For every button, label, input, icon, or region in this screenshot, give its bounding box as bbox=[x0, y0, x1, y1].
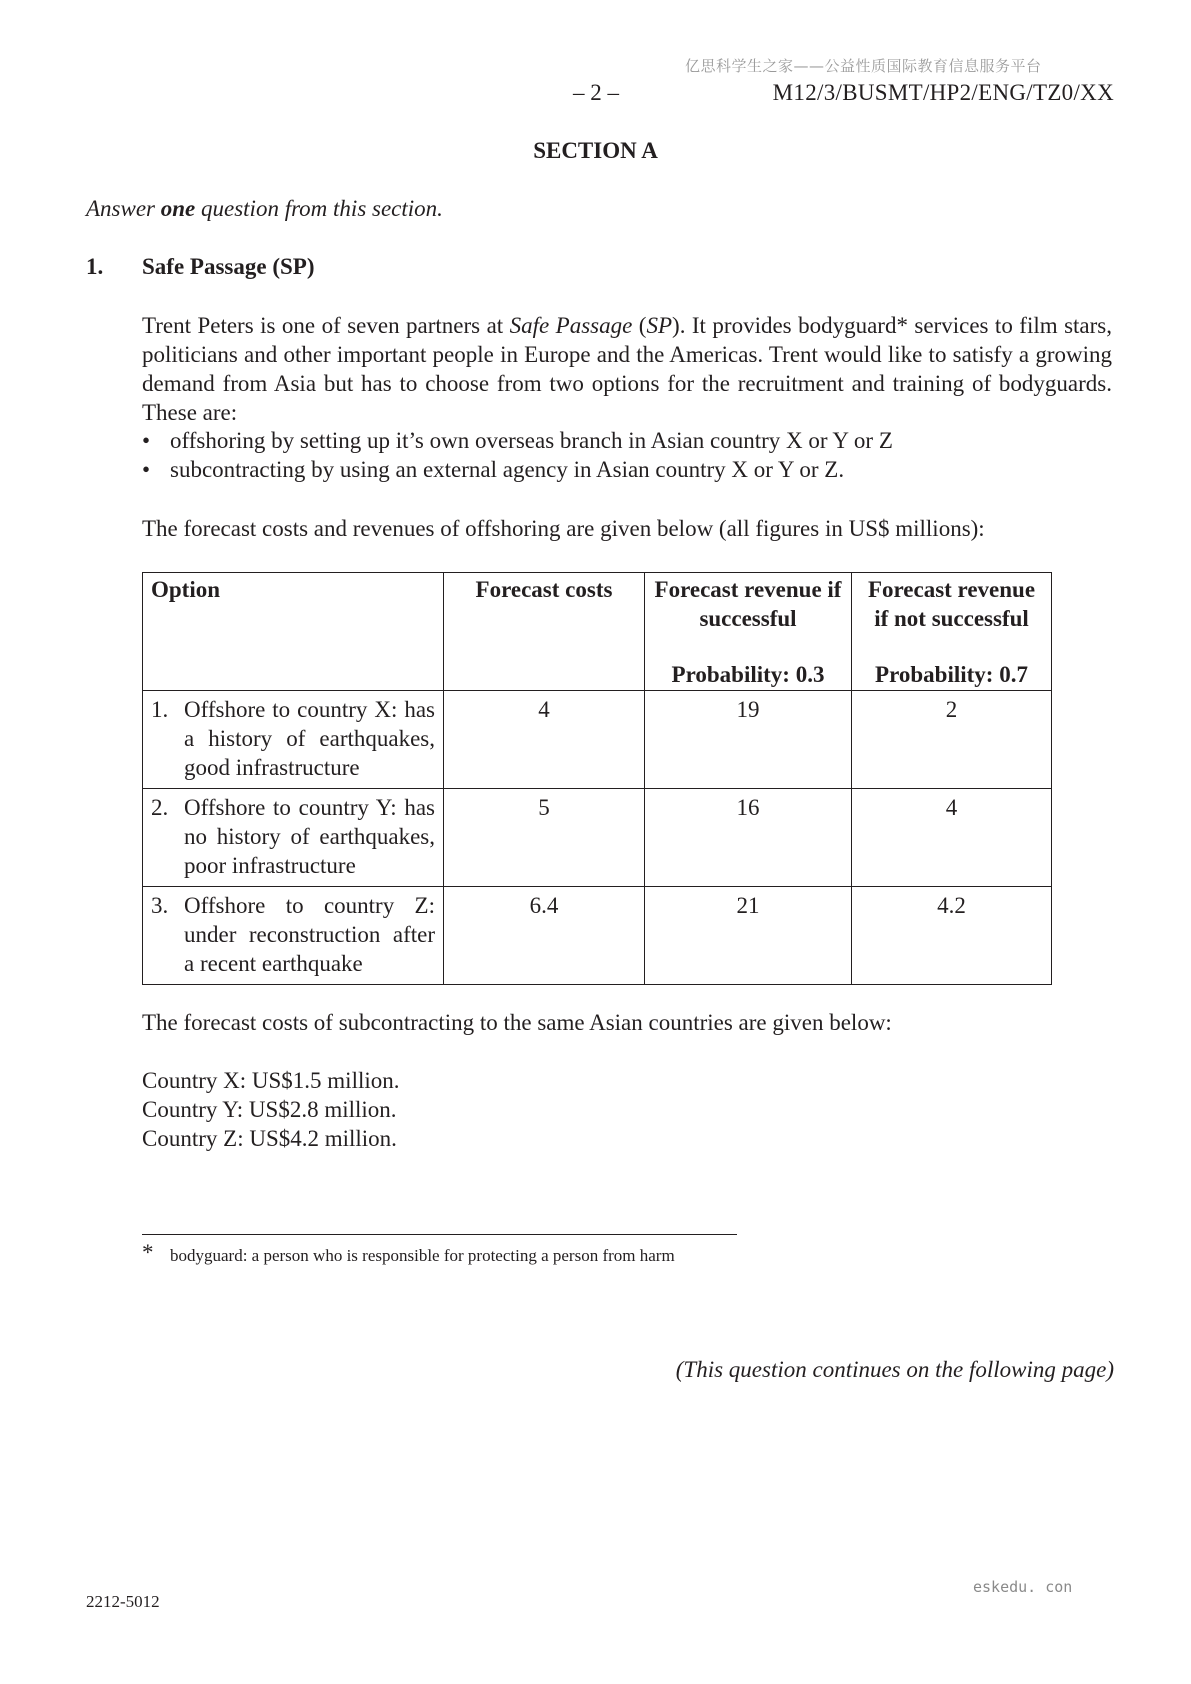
option-cell bbox=[143, 691, 444, 789]
header-revenue-fail bbox=[852, 573, 1052, 691]
header-revenue-success bbox=[645, 573, 852, 691]
table-row bbox=[143, 691, 1052, 789]
footnote-text: bodyguard: a person who is responsible for protecting a person from harm bbox=[170, 1246, 675, 1265]
probability-success: Probability: 0.3 bbox=[671, 662, 825, 687]
section-instruction bbox=[86, 196, 443, 222]
para-text-3: ). It provides bodyguard* services to film stars, politicians and other important people in Europe and the Americas. Trent would like to satisfy a growing demand from Asia but has to choose from two options for the recruitment and training of bodyguards. These are: bbox=[142, 313, 1112, 425]
subcontract-intro: The forecast costs of subcontracting to the same Asian countries are given below: bbox=[142, 1010, 892, 1035]
document-code: 2212-5012 bbox=[86, 1592, 160, 1611]
revenue-fail-cell: 2 bbox=[852, 691, 1052, 789]
costs-cell: 4 bbox=[444, 691, 645, 789]
option-description: Offshore to country Y: has no history of earthquakes, poor infrastructure bbox=[184, 795, 435, 878]
list-item: • subcontracting by using an external agency in Asian country X or Y or Z. bbox=[142, 455, 893, 484]
case-paragraph bbox=[142, 311, 1112, 427]
revenue-success-cell: 19 bbox=[645, 691, 852, 789]
header-revenue-fail-label: Forecast revenue if not successful bbox=[867, 577, 1036, 631]
costs-cell: 5 bbox=[444, 789, 645, 887]
costs-cell: 6.4 bbox=[444, 887, 645, 985]
option-number: 1. bbox=[151, 697, 169, 722]
company-abbrev: SP bbox=[646, 313, 673, 338]
question-number: 1. bbox=[86, 254, 104, 279]
question-title: Safe Passage (SP) bbox=[142, 254, 315, 279]
option-description: Offshore to country Z: under reconstruction after a recent earthquake bbox=[184, 893, 435, 976]
paper-code: M12/3/BUSMT/HP2/ENG/TZ0/XX bbox=[772, 80, 1114, 105]
probability-fail: Probability: 0.7 bbox=[875, 662, 1028, 687]
table-header-row bbox=[143, 573, 1052, 691]
para-text-2: ( bbox=[632, 313, 647, 338]
footnote-marker: * bbox=[142, 1240, 154, 1265]
watermark-header: 亿思科学生之家——公益性质国际教育信息服务平台 bbox=[685, 57, 1042, 75]
list-item: Country Z: US$4.2 million. bbox=[142, 1126, 397, 1151]
watermark-footer: eskedu. con bbox=[973, 1578, 1073, 1596]
footnote-divider bbox=[142, 1234, 737, 1235]
revenue-fail-cell: 4 bbox=[852, 789, 1052, 887]
option-cell bbox=[143, 789, 444, 887]
list-item: Country Y: US$2.8 million. bbox=[142, 1097, 397, 1122]
section-title: SECTION A bbox=[533, 138, 658, 163]
header-revenue-success-label: Forecast revenue if successful bbox=[654, 577, 842, 631]
table-intro: The forecast costs and revenues of offshoring are given below (all figures in US$ millions): bbox=[142, 516, 985, 541]
instruction-text-end: question from this section. bbox=[195, 196, 443, 221]
list-item: • offshoring by setting up it’s own overseas branch in Asian country X or Y or Z bbox=[142, 426, 893, 455]
forecast-table bbox=[142, 572, 1052, 985]
instruction-emphasis: one bbox=[160, 196, 196, 221]
revenue-fail-cell: 4.2 bbox=[852, 887, 1052, 985]
continues-note: (This question continues on the following page) bbox=[675, 1357, 1114, 1382]
option-cell bbox=[143, 887, 444, 985]
table-row bbox=[143, 887, 1052, 985]
subcontract-costs bbox=[142, 1066, 1112, 1153]
list-item: Country X: US$1.5 million. bbox=[142, 1068, 400, 1093]
revenue-success-cell: 16 bbox=[645, 789, 852, 887]
option-number: 2. bbox=[151, 795, 169, 820]
instruction-text-start: Answer bbox=[86, 196, 161, 221]
option-number: 3. bbox=[151, 893, 169, 918]
para-text-1: Trent Peters is one of seven partners at bbox=[142, 313, 510, 338]
table-row bbox=[143, 789, 1052, 887]
options-list bbox=[142, 426, 893, 484]
header-costs: Forecast costs bbox=[444, 573, 645, 691]
page-number: – 2 – bbox=[573, 80, 619, 105]
company-name: Safe Passage bbox=[509, 313, 633, 338]
header-option: Option bbox=[143, 573, 444, 691]
revenue-success-cell: 21 bbox=[645, 887, 852, 985]
option-description: Offshore to country X: has a history of earthquakes, good infrastructure bbox=[184, 697, 435, 780]
